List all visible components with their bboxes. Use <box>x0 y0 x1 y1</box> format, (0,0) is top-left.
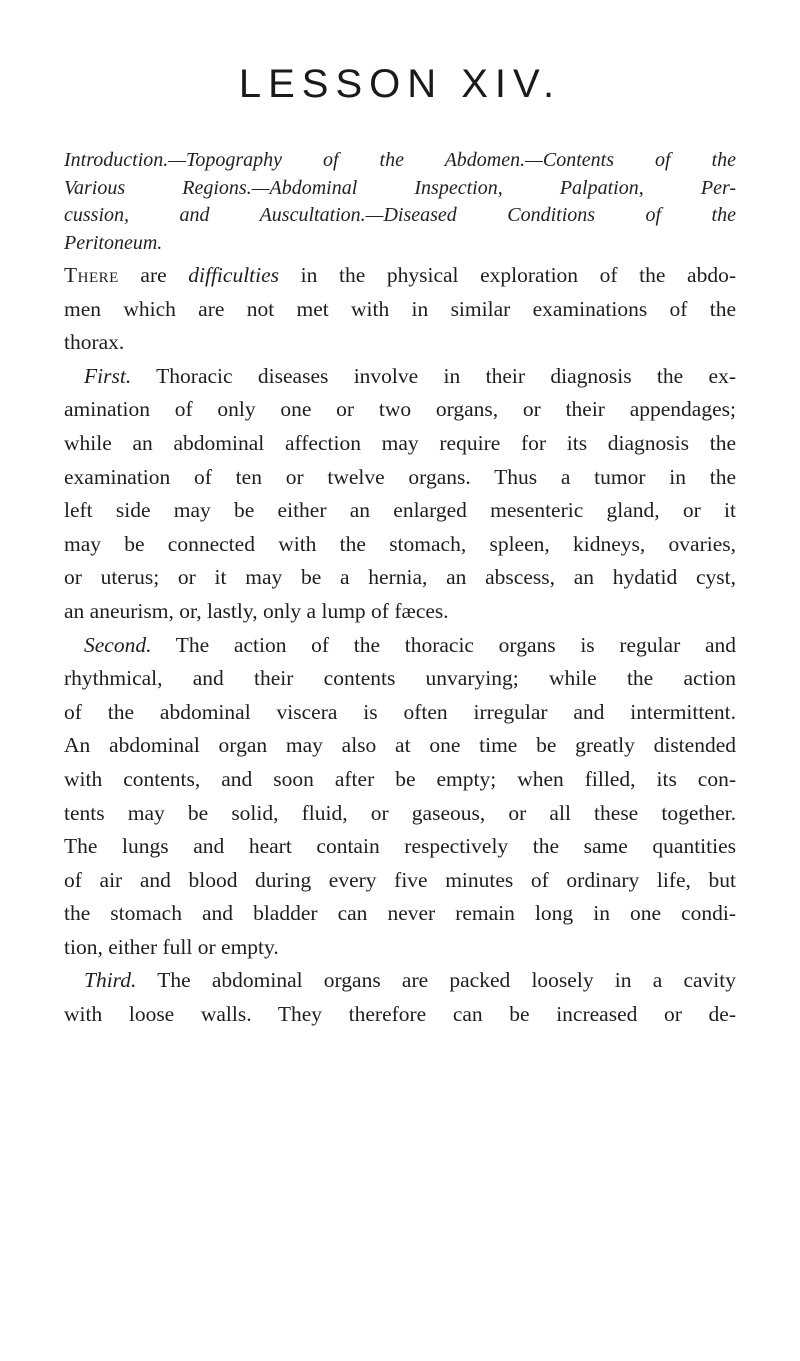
paragraph-3-line: of the abdominal viscera is often irregular and intermittent. <box>64 699 736 724</box>
paragraph-3-line: Second. The action of the thoracic organs is regular and <box>84 632 736 657</box>
paragraph-3-line: rhythmical, and their contents unvarying; while the action <box>64 666 736 691</box>
synopsis-line: cussion, and Auscultation.—Diseased Conditions of the <box>64 204 736 226</box>
paragraph-3-line: with contents, and soon after be empty; when filled, its con- <box>64 766 736 791</box>
lesson-heading: LESSON XIV. <box>238 62 562 106</box>
paragraph-2-line: while an abdominal affection may require for its diagnosis the <box>64 430 736 455</box>
synopsis-line: Introduction.—Topography of the Abdomen.—Contents of the <box>64 149 736 171</box>
paragraph-1-line: There are difficulties in the physical exploration of the abdo- <box>64 263 736 287</box>
lesson-synopsis <box>64 147 736 257</box>
paragraph-3-line: The lungs and heart contain respectively the same quantities <box>64 834 736 859</box>
emphasis: difficulties <box>188 263 280 287</box>
paragraph-3-line: An abdominal organ may also at one time be greatly distended <box>64 733 736 758</box>
paragraph-2-line: examination of ten or twelve organs. Thus a tumor in the <box>64 464 736 489</box>
synopsis-line: Peritoneum. <box>64 231 163 254</box>
paragraph-2-line: amination of only one or two organs, or their appendages; <box>64 397 736 422</box>
paragraph-1-line: men which are not met with in similar examinations of the <box>64 296 736 321</box>
paragraph-2-line: an aneurism, or, lastly, only a lump of fæces. <box>64 598 449 623</box>
paragraph-3-line: tion, either full or empty. <box>64 934 279 959</box>
paragraph-3-line: the stomach and bladder can never remain long in one condi- <box>64 901 736 926</box>
paragraph-2-line: left side may be either an enlarged mesenteric gland, or it <box>64 498 736 523</box>
paragraph-3-line: of air and blood during every five minutes of ordinary life, but <box>64 867 736 892</box>
paragraph-label: Second. <box>84 632 152 657</box>
lead-word: There <box>64 263 119 287</box>
paragraph-2-line: First. Thoracic diseases involve in their diagnosis the ex- <box>84 363 736 388</box>
paragraph-4-line: with loose walls. They therefore can be increased or de- <box>64 1002 736 1027</box>
paragraph-label: Third. <box>84 968 137 993</box>
paragraph-label: First. <box>84 363 132 388</box>
paragraph-1-line: thorax. <box>64 330 125 355</box>
synopsis-line: Various Regions.—Abdominal Inspection, Palpation, Per- <box>64 176 736 199</box>
body-text <box>64 259 736 1032</box>
paragraph-4-line: Third. The abdominal organs are packed loosely in a cavity <box>84 968 736 993</box>
paragraph-2-line: may be connected with the stomach, spleen, kidneys, ovaries, <box>64 531 736 556</box>
paragraph-2-line: or uterus; or it may be a hernia, an abscess, an hydatid cyst, <box>64 565 736 590</box>
paragraph-3-line: tents may be solid, fluid, or gaseous, or all these together. <box>64 800 736 825</box>
